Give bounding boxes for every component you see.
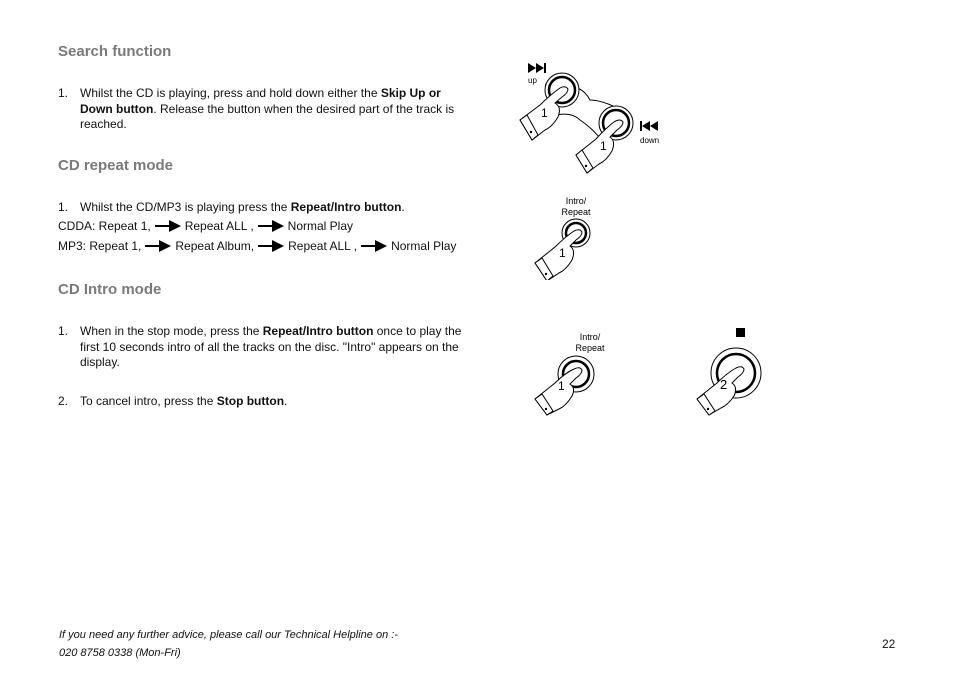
footer-helpline-text: If you need any further advice, please call our Technical Helpline on :- bbox=[59, 629, 398, 641]
arrow-right-icon bbox=[155, 220, 181, 232]
intro-step2-text: To cancel intro, press the Stop button. bbox=[80, 394, 288, 408]
page-number: 22 bbox=[882, 637, 896, 651]
intro-repeat-label-line1: Intro/ bbox=[565, 196, 587, 206]
arrow-right-icon bbox=[258, 220, 284, 232]
intro-repeat-label-line2: Repeat bbox=[575, 343, 605, 353]
cdda-item-1: CDDA: Repeat 1, bbox=[58, 219, 151, 233]
skip-up-icon bbox=[528, 63, 546, 73]
footer-phone-number: 020 8758 0338 (Mon-Fri) bbox=[59, 647, 181, 659]
intro-repeat-label-line1: Intro/ bbox=[579, 332, 601, 342]
cdda-item-2: Repeat ALL , bbox=[184, 219, 254, 233]
mp3-item-3: Repeat ALL , bbox=[288, 239, 358, 253]
search-step1-text: Whilst the CD is playing, press and hold down either the Skip Up or Down button. Release the button when the desired part of the track is reached. bbox=[80, 86, 455, 131]
finger-number: 1 bbox=[558, 379, 565, 393]
up-label: up bbox=[528, 76, 537, 85]
mp3-item-1: MP3: Repeat 1, bbox=[58, 239, 142, 253]
intro-step2-number: 2. bbox=[58, 394, 69, 408]
cdda-item-3: Normal Play bbox=[287, 219, 354, 233]
arrow-right-icon bbox=[361, 240, 387, 252]
intro-heading: CD Intro mode bbox=[58, 281, 162, 298]
stop-button-illustration bbox=[692, 325, 782, 417]
repeat-button-illustration bbox=[530, 195, 620, 280]
skip-down-icon bbox=[640, 121, 658, 131]
search-heading: Search function bbox=[58, 43, 172, 60]
repeat-heading: CD repeat mode bbox=[58, 157, 174, 174]
search-step1-number: 1. bbox=[58, 86, 69, 100]
mp3-item-2: Repeat Album, bbox=[175, 239, 255, 253]
stop-icon bbox=[736, 328, 745, 337]
finger-number: 1 bbox=[600, 139, 607, 153]
arrow-right-icon bbox=[258, 240, 284, 252]
mp3-item-4: Normal Play bbox=[391, 239, 457, 253]
finger-number: 2 bbox=[720, 377, 728, 392]
down-label: down bbox=[640, 136, 660, 145]
mp3-sequence bbox=[58, 239, 456, 253]
intro-step1-text: When in the stop mode, press the Repeat/Intro button once to play the first 10 seconds intro of all the tracks on the disc. "Intro" appears on the display. bbox=[80, 324, 462, 369]
intro-button-illustration bbox=[530, 331, 620, 416]
repeat-step1-text: Whilst the CD/MP3 is playing press the Repeat/Intro button. bbox=[80, 200, 405, 214]
finger-number: 1 bbox=[541, 106, 548, 120]
skip-buttons-illustration bbox=[510, 55, 670, 175]
finger-number: 1 bbox=[559, 246, 566, 260]
intro-repeat-label-line2: Repeat bbox=[561, 207, 591, 217]
cdda-sequence bbox=[58, 219, 353, 233]
intro-step1-number: 1. bbox=[58, 324, 69, 338]
repeat-step1-number: 1. bbox=[58, 200, 69, 214]
arrow-right-icon bbox=[145, 240, 171, 252]
